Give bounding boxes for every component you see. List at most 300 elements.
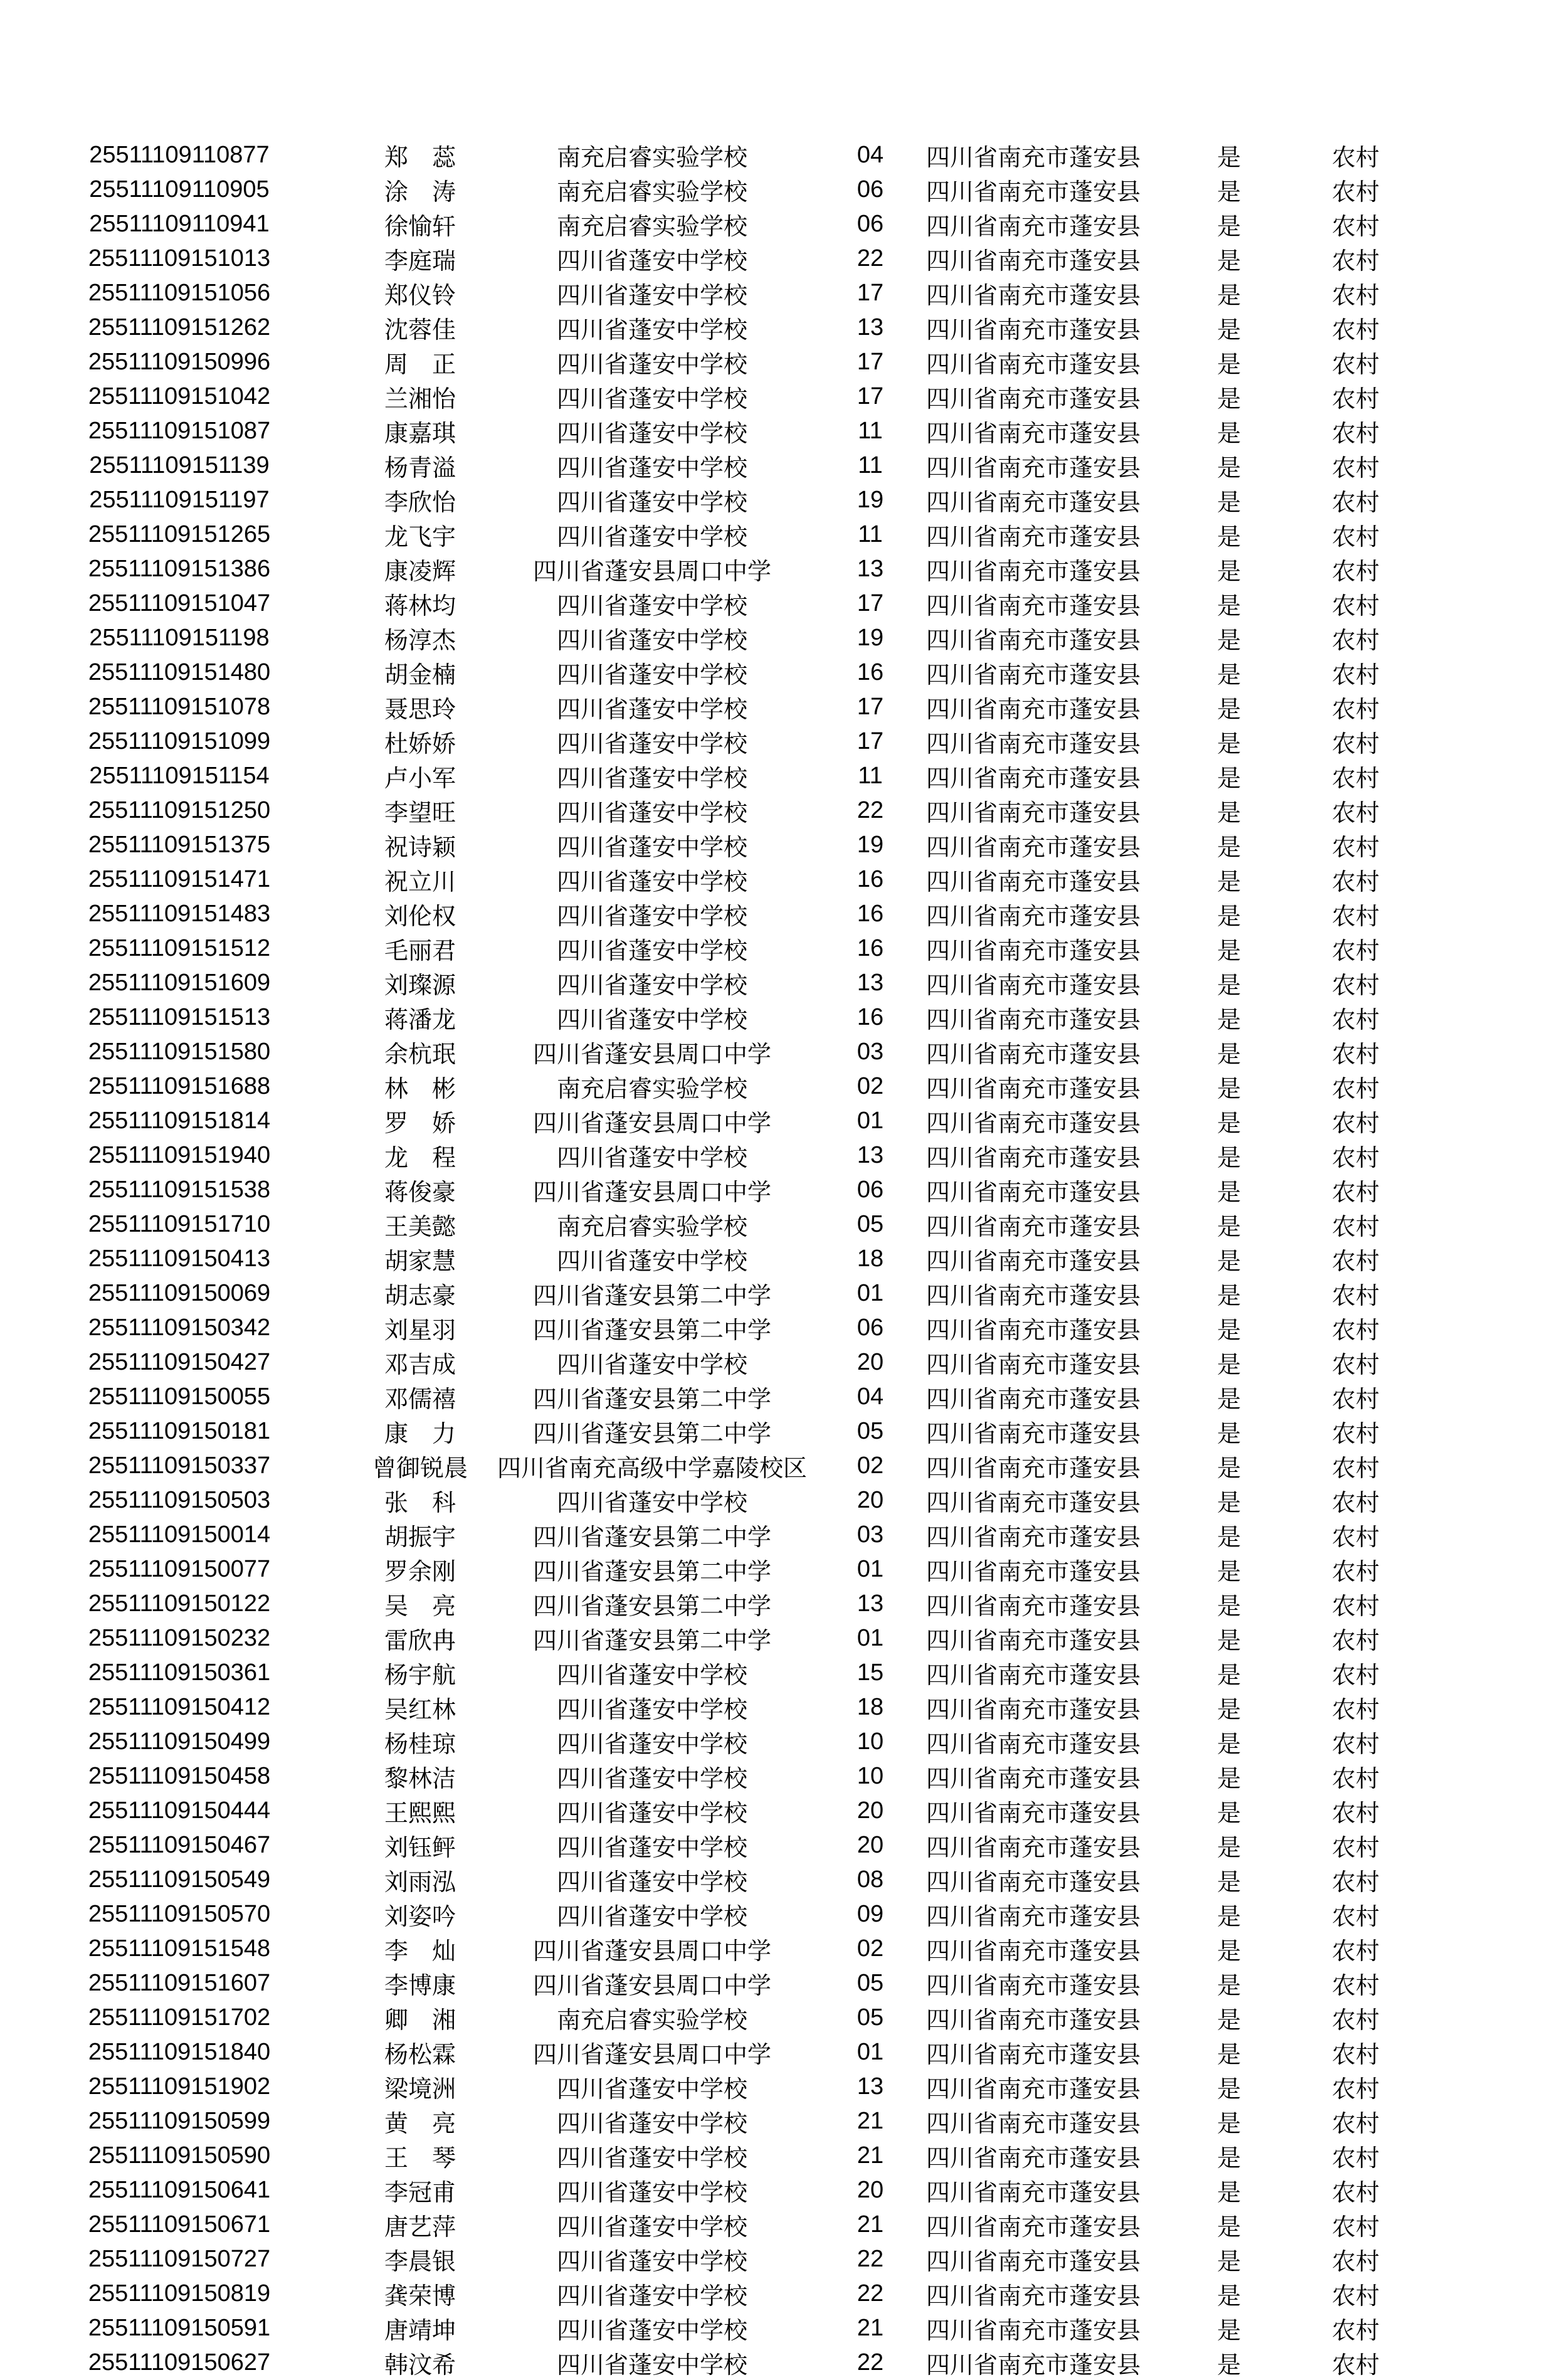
table-row (0, 241, 1555, 276)
confirm-flag: 是 (1216, 1318, 1241, 1344)
table-row (0, 1897, 1555, 1932)
row-filler (1402, 897, 1555, 931)
candidate-name: 李博康 (384, 1973, 456, 1999)
candidate-id: 25511109150181 (88, 1418, 271, 1444)
table-row (0, 1311, 1555, 1345)
row-filler (1402, 241, 1555, 276)
candidate-id: 25511109151375 (88, 832, 271, 858)
seat-number: 02 (857, 1452, 884, 1479)
table-row (0, 1449, 1555, 1483)
row-filler (1402, 2104, 1555, 2139)
school-name: 四川省蓬安中学校 (556, 1352, 747, 1378)
candidate-id: 25511109151902 (88, 2073, 271, 2100)
region: 四川省南充市蓬安县 (925, 766, 1141, 792)
residence-type: 农村 (1331, 248, 1379, 275)
school-name: 四川省蓬安县第二中学 (532, 1387, 771, 1413)
residence-type: 农村 (1331, 628, 1379, 654)
table-row (0, 759, 1555, 793)
candidate-name: 刘璨源 (384, 973, 456, 999)
candidate-name: 杨松霖 (384, 2042, 456, 2068)
candidate-id: 25511109150444 (88, 1797, 271, 1824)
candidate-id: 25511109150590 (88, 2142, 271, 2169)
candidate-id: 25511109150727 (88, 2246, 271, 2272)
candidate-id: 25511109151047 (88, 590, 271, 616)
table-row (0, 897, 1555, 931)
seat-number: 13 (857, 970, 884, 996)
school-name: 四川省蓬安县周口中学 (532, 1111, 771, 1137)
row-filler (1402, 759, 1555, 793)
residence-type: 农村 (1331, 1766, 1379, 1792)
candidate-id: 25511109151548 (88, 1935, 271, 1962)
table-row (0, 1104, 1555, 1138)
candidate-name: 杨青溢 (384, 455, 456, 482)
school-name: 四川省蓬安中学校 (556, 2145, 747, 2172)
candidate-name: 祝诗颖 (384, 835, 456, 861)
candidate-name: 胡志豪 (384, 1283, 456, 1309)
region: 四川省南充市蓬安县 (925, 1387, 1141, 1413)
table-row (0, 655, 1555, 690)
candidate-name: 龚荣博 (384, 2283, 456, 2310)
school-name: 南充启睿实验学校 (556, 1076, 747, 1103)
residence-type: 农村 (1331, 1318, 1379, 1344)
candidate-id: 25511109151609 (88, 970, 271, 996)
row-filler (1402, 517, 1555, 552)
candidate-name: 卿 湘 (384, 2007, 456, 2034)
residence-type: 农村 (1331, 1904, 1379, 1930)
school-name: 四川省蓬安县周口中学 (532, 1042, 771, 1068)
table-row (0, 1000, 1555, 1035)
region: 四川省南充市蓬安县 (925, 2180, 1141, 2206)
region: 四川省南充市蓬安县 (925, 524, 1141, 551)
residence-type: 农村 (1331, 1352, 1379, 1378)
seat-number: 21 (857, 2108, 884, 2134)
school-name: 四川省蓬安中学校 (556, 593, 747, 620)
candidate-name: 林 彬 (384, 1076, 456, 1103)
region: 四川省南充市蓬安县 (925, 386, 1141, 413)
candidate-id: 25511109151078 (88, 694, 271, 720)
seat-number: 13 (857, 1590, 884, 1617)
candidate-name: 唐艺萍 (384, 2214, 456, 2241)
candidate-name: 余杭珉 (384, 1042, 456, 1068)
candidate-name: 兰湘怡 (384, 386, 456, 413)
table-row (0, 1828, 1555, 1863)
table-row (0, 1656, 1555, 1690)
confirm-flag: 是 (1216, 455, 1241, 482)
school-name: 四川省蓬安中学校 (556, 2352, 747, 2379)
residence-type: 农村 (1331, 1387, 1379, 1413)
school-name: 四川省蓬安县周口中学 (532, 2042, 771, 2068)
confirm-flag: 是 (1216, 1490, 1241, 1516)
seat-number: 21 (857, 2315, 884, 2341)
candidate-id: 25511109150549 (88, 1866, 271, 1893)
table-row (0, 1794, 1555, 1828)
residence-type: 农村 (1331, 1973, 1379, 1999)
school-name: 四川省蓬安中学校 (556, 1801, 747, 1827)
region: 四川省南充市蓬安县 (925, 973, 1141, 999)
row-filler (1402, 655, 1555, 690)
confirm-flag: 是 (1216, 766, 1241, 792)
row-filler (1402, 207, 1555, 241)
row-filler (1402, 1414, 1555, 1449)
school-name: 南充启睿实验学校 (556, 1214, 747, 1240)
school-name: 四川省蓬安中学校 (556, 317, 747, 344)
table-row (0, 2070, 1555, 2104)
candidate-name: 康 力 (384, 1421, 456, 1447)
region: 四川省南充市蓬安县 (925, 697, 1141, 723)
seat-number: 11 (858, 452, 883, 479)
seat-number: 11 (858, 418, 883, 444)
table-row (0, 1932, 1555, 1966)
region: 四川省南充市蓬安县 (925, 248, 1141, 275)
row-filler (1402, 2001, 1555, 2035)
table-row (0, 931, 1555, 966)
residence-type: 农村 (1331, 2180, 1379, 2206)
confirm-flag: 是 (1216, 1387, 1241, 1413)
seat-number: 01 (857, 1280, 884, 1306)
seat-number: 17 (857, 728, 884, 754)
candidate-name: 罗 娇 (384, 1111, 456, 1137)
seat-number: 22 (857, 2280, 884, 2307)
school-name: 四川省蓬安中学校 (556, 731, 747, 758)
row-filler (1402, 1276, 1555, 1311)
residence-type: 农村 (1331, 2145, 1379, 2172)
row-filler (1402, 1449, 1555, 1483)
region: 四川省南充市蓬安县 (925, 1801, 1141, 1827)
confirm-flag: 是 (1216, 1973, 1241, 1999)
candidate-name: 胡金楠 (384, 662, 456, 689)
table-row (0, 1345, 1555, 1380)
seat-number: 21 (857, 2211, 884, 2238)
row-filler (1402, 1966, 1555, 2001)
seat-number: 22 (857, 797, 884, 823)
seat-number: 19 (857, 487, 884, 513)
row-filler (1402, 345, 1555, 379)
region: 四川省南充市蓬安县 (925, 2318, 1141, 2344)
residence-type: 农村 (1331, 800, 1379, 827)
row-filler (1402, 966, 1555, 1000)
seat-number: 18 (857, 1246, 884, 1272)
seat-number: 04 (857, 142, 884, 168)
school-name: 四川省蓬安县第二中学 (532, 1594, 771, 1620)
seat-number: 16 (857, 659, 884, 685)
residence-type: 农村 (1331, 2076, 1379, 2103)
seat-number: 06 (857, 176, 884, 203)
candidate-id: 25511109151013 (88, 245, 271, 272)
confirm-flag: 是 (1216, 2249, 1241, 2275)
residence-type: 农村 (1331, 1628, 1379, 1654)
school-name: 四川省蓬安中学校 (556, 1697, 747, 1723)
confirm-flag: 是 (1216, 1628, 1241, 1654)
table-row (0, 1518, 1555, 1552)
region: 四川省南充市蓬安县 (925, 1145, 1141, 1171)
table-row (0, 828, 1555, 862)
row-filler (1402, 1173, 1555, 1207)
residence-type: 农村 (1331, 731, 1379, 758)
residence-type: 农村 (1331, 2111, 1379, 2137)
residence-type: 农村 (1331, 1663, 1379, 1689)
row-filler (1402, 2173, 1555, 2208)
residence-type: 农村 (1331, 973, 1379, 999)
residence-type: 农村 (1331, 179, 1379, 206)
residence-type: 农村 (1331, 455, 1379, 482)
candidate-id: 25511109151688 (88, 1073, 271, 1099)
candidate-id: 25511109151840 (88, 2039, 271, 2065)
school-name: 四川省蓬安中学校 (556, 1490, 747, 1516)
residence-type: 农村 (1331, 1249, 1379, 1275)
row-filler (1402, 724, 1555, 759)
residence-type: 农村 (1331, 2352, 1379, 2379)
region: 四川省南充市蓬安县 (925, 593, 1141, 620)
candidate-name: 王 琴 (384, 2145, 456, 2172)
school-name: 四川省蓬安中学校 (556, 2249, 747, 2275)
confirm-flag: 是 (1216, 421, 1241, 447)
school-name: 南充启睿实验学校 (556, 179, 747, 206)
candidate-id: 25511109151386 (88, 556, 271, 582)
candidate-name: 李晨银 (384, 2249, 456, 2275)
region: 四川省南充市蓬安县 (925, 2145, 1141, 2172)
table-row (0, 1138, 1555, 1173)
confirm-flag: 是 (1216, 2180, 1241, 2206)
candidate-id: 25511109150122 (88, 1590, 271, 1617)
candidate-name: 邓吉成 (384, 1352, 456, 1378)
row-filler (1402, 621, 1555, 655)
confirm-flag: 是 (1216, 869, 1241, 896)
candidate-id: 25511109150996 (88, 349, 271, 375)
candidate-name: 黎林洁 (384, 1766, 456, 1792)
row-filler (1402, 1621, 1555, 1656)
region: 四川省南充市蓬安县 (925, 1870, 1141, 1896)
confirm-flag: 是 (1216, 490, 1241, 516)
residence-type: 农村 (1331, 1594, 1379, 1620)
candidate-id: 25511109151262 (88, 314, 271, 341)
residence-type: 农村 (1331, 1835, 1379, 1861)
residence-type: 农村 (1331, 938, 1379, 965)
candidate-id: 25511109151471 (88, 866, 271, 892)
candidate-id: 25511109150412 (88, 1694, 271, 1720)
table-row (0, 448, 1555, 483)
table-row (0, 690, 1555, 724)
confirm-flag: 是 (1216, 1525, 1241, 1551)
row-filler (1402, 1863, 1555, 1897)
seat-number: 17 (857, 590, 884, 616)
table-row (0, 1552, 1555, 1587)
candidate-id: 25511109151265 (88, 521, 271, 547)
region: 四川省南充市蓬安县 (925, 2352, 1141, 2379)
table-row (0, 138, 1555, 172)
candidate-name: 涂 涛 (384, 179, 456, 206)
table-row (0, 1863, 1555, 1897)
candidate-name: 蒋俊豪 (384, 1180, 456, 1206)
region: 四川省南充市蓬安县 (925, 731, 1141, 758)
region: 四川省南充市蓬安县 (925, 938, 1141, 965)
confirm-flag: 是 (1216, 2352, 1241, 2379)
residence-type: 农村 (1331, 524, 1379, 551)
candidate-name: 刘伦权 (384, 904, 456, 930)
candidate-id: 25511109110877 (89, 142, 270, 168)
candidate-name: 胡振宇 (384, 1525, 456, 1551)
row-filler (1402, 1759, 1555, 1794)
seat-number: 01 (857, 2039, 884, 2065)
confirm-flag: 是 (1216, 248, 1241, 275)
school-name: 四川省蓬安县周口中学 (532, 1938, 771, 1965)
row-filler (1402, 1345, 1555, 1380)
candidate-name: 郑仪铃 (384, 283, 456, 309)
seat-number: 20 (857, 2177, 884, 2203)
region: 四川省南充市蓬安县 (925, 214, 1141, 240)
school-name: 四川省蓬安中学校 (556, 352, 747, 378)
residence-type: 农村 (1331, 1180, 1379, 1206)
residence-type: 农村 (1331, 1145, 1379, 1171)
confirm-flag: 是 (1216, 593, 1241, 620)
candidate-id: 25511109150467 (88, 1832, 271, 1858)
region: 四川省南充市蓬安县 (925, 2007, 1141, 2034)
confirm-flag: 是 (1216, 1594, 1241, 1620)
candidate-name: 杜娇娇 (384, 731, 456, 758)
candidate-name: 罗余刚 (384, 1559, 456, 1585)
table-row (0, 2346, 1555, 2380)
school-name: 四川省蓬安中学校 (556, 835, 747, 861)
confirm-flag: 是 (1216, 1870, 1241, 1896)
seat-number: 20 (857, 1349, 884, 1375)
row-filler (1402, 310, 1555, 345)
table-row (0, 1276, 1555, 1311)
region: 四川省南充市蓬安县 (925, 1663, 1141, 1689)
table-row (0, 1414, 1555, 1449)
candidate-id: 25511109151580 (88, 1039, 271, 1065)
school-name: 四川省蓬安中学校 (556, 1766, 747, 1792)
region: 四川省南充市蓬安县 (925, 2249, 1141, 2275)
school-name: 四川省蓬安县第二中学 (532, 1559, 771, 1585)
row-filler (1402, 1897, 1555, 1932)
school-name: 四川省蓬安中学校 (556, 869, 747, 896)
table-row (0, 586, 1555, 621)
row-filler (1402, 2311, 1555, 2346)
candidate-id: 25511109150591 (88, 2315, 271, 2341)
confirm-flag: 是 (1216, 1421, 1241, 1447)
confirm-flag: 是 (1216, 1042, 1241, 1068)
candidate-name: 蒋潘龙 (384, 1007, 456, 1034)
candidate-name: 康凌辉 (384, 559, 456, 585)
residence-type: 农村 (1331, 2318, 1379, 2344)
confirm-flag: 是 (1216, 352, 1241, 378)
confirm-flag: 是 (1216, 559, 1241, 585)
region: 四川省南充市蓬安县 (925, 455, 1141, 482)
table-row (0, 2208, 1555, 2242)
candidate-name: 龙飞宇 (384, 524, 456, 551)
table-row (0, 1069, 1555, 1104)
row-filler (1402, 1069, 1555, 1104)
row-filler (1402, 2070, 1555, 2104)
table-row (0, 276, 1555, 310)
confirm-flag: 是 (1216, 731, 1241, 758)
row-filler (1402, 379, 1555, 414)
table-row (0, 2104, 1555, 2139)
candidate-id: 25511109150499 (88, 1728, 271, 1755)
candidate-name: 毛丽君 (384, 938, 456, 965)
confirm-flag: 是 (1216, 2214, 1241, 2241)
seat-number: 11 (858, 763, 883, 789)
school-name: 四川省蓬安中学校 (556, 1145, 747, 1171)
candidate-id: 25511109150570 (88, 1901, 271, 1927)
school-name: 四川省蓬安中学校 (556, 973, 747, 999)
residence-type: 农村 (1331, 1214, 1379, 1240)
seat-number: 16 (857, 901, 884, 927)
school-name: 四川省蓬安县周口中学 (532, 1180, 771, 1206)
seat-number: 13 (857, 2073, 884, 2100)
candidate-name: 邓儒禧 (384, 1387, 456, 1413)
row-filler (1402, 552, 1555, 586)
region: 四川省南充市蓬安县 (925, 628, 1141, 654)
candidate-id: 25511109151154 (89, 763, 270, 789)
row-filler (1402, 793, 1555, 828)
table-row (0, 1690, 1555, 1725)
table-row (0, 517, 1555, 552)
school-name: 四川省蓬安中学校 (556, 662, 747, 689)
school-name: 四川省蓬安中学校 (556, 490, 747, 516)
table-row (0, 552, 1555, 586)
candidate-id: 25511109150458 (88, 1763, 271, 1789)
candidate-id: 25511109150641 (88, 2177, 271, 2203)
table-row (0, 966, 1555, 1000)
seat-number: 10 (857, 1728, 884, 1755)
row-filler (1402, 483, 1555, 517)
row-filler (1402, 276, 1555, 310)
candidate-name: 张 科 (384, 1490, 456, 1516)
residence-type: 农村 (1331, 1697, 1379, 1723)
candidate-id: 25511109150627 (88, 2349, 271, 2376)
residence-type: 农村 (1331, 2283, 1379, 2310)
school-name: 四川省蓬安中学校 (556, 800, 747, 827)
candidate-id: 25511109151042 (88, 383, 271, 410)
candidate-id: 25511109151480 (88, 659, 271, 685)
region: 四川省南充市蓬安县 (925, 869, 1141, 896)
seat-number: 16 (857, 866, 884, 892)
confirm-flag: 是 (1216, 1283, 1241, 1309)
region: 四川省南充市蓬安县 (925, 352, 1141, 378)
row-filler (1402, 2139, 1555, 2173)
row-filler (1402, 448, 1555, 483)
region: 四川省南充市蓬安县 (925, 1628, 1141, 1654)
confirm-flag: 是 (1216, 697, 1241, 723)
seat-number: 19 (857, 832, 884, 858)
school-name: 四川省蓬安中学校 (556, 421, 747, 447)
region: 四川省南充市蓬安县 (925, 1525, 1141, 1551)
candidate-id: 25511109150599 (88, 2108, 271, 2134)
residence-type: 农村 (1331, 145, 1379, 171)
region: 四川省南充市蓬安县 (925, 1938, 1141, 1965)
region: 四川省南充市蓬安县 (925, 1456, 1141, 1482)
seat-number: 10 (857, 1763, 884, 1789)
confirm-flag: 是 (1216, 1904, 1241, 1930)
school-name: 四川省蓬安中学校 (556, 1663, 747, 1689)
seat-number: 19 (857, 625, 884, 651)
candidate-id: 25511109151087 (88, 418, 271, 444)
candidate-id: 25511109150077 (88, 1556, 271, 1582)
confirm-flag: 是 (1216, 1111, 1241, 1137)
candidate-id: 25511109151197 (89, 487, 270, 513)
row-filler (1402, 1794, 1555, 1828)
residence-type: 农村 (1331, 1421, 1379, 1447)
confirm-flag: 是 (1216, 317, 1241, 344)
table-row (0, 793, 1555, 828)
table-row (0, 1242, 1555, 1276)
table-row (0, 2035, 1555, 2070)
school-name: 四川省蓬安县第二中学 (532, 1628, 771, 1654)
row-filler (1402, 1242, 1555, 1276)
table-row (0, 1173, 1555, 1207)
table-row (0, 862, 1555, 897)
confirm-flag: 是 (1216, 524, 1241, 551)
